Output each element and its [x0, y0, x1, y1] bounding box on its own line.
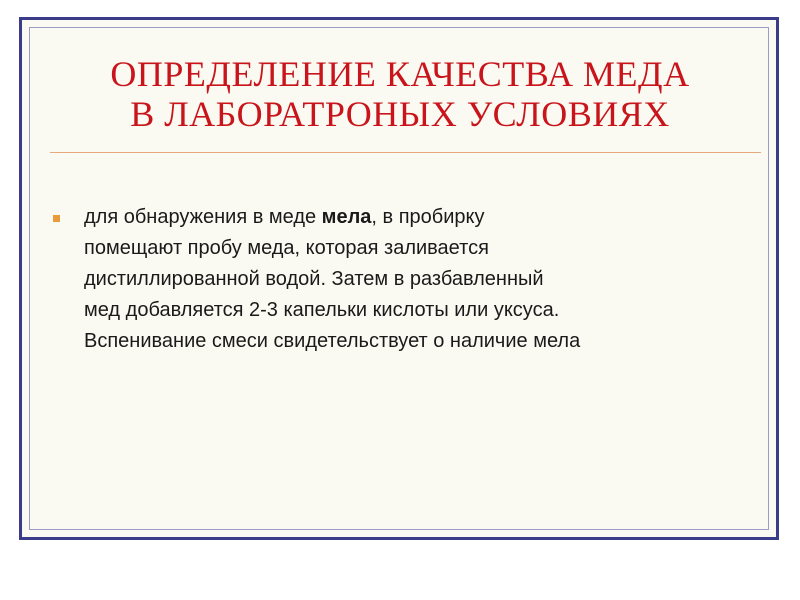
- bullet-line-1-end: , в пробирку: [371, 206, 485, 228]
- bullet-line-3: дистиллированной водой. Затем в разбавленный: [84, 268, 544, 290]
- bullet-line-4: мед добавляется 2-3 капельки кислоты или уксуса.: [84, 299, 560, 321]
- bullet-line-1: [84, 202, 774, 233]
- bullet-line-2: помещают пробу меда, которая заливается: [84, 237, 489, 259]
- title-line-1: ОПРЕДЕЛЕНИЕ КАЧЕСТВА МЕДА: [110, 54, 690, 94]
- slide-title: [0, 54, 800, 134]
- bullet-keyword: мела: [321, 206, 372, 228]
- bullet-line-1-start: для обнаружения в меде: [84, 206, 322, 228]
- bullet-line-5: Вспенивание смеси свидетельствует о наличие мела: [84, 330, 581, 352]
- title-divider: [50, 152, 761, 153]
- bullet-square-icon: [53, 215, 60, 222]
- title-line-2: В ЛАБОРАТРОНЫХ УСЛОВИЯХ: [130, 94, 670, 134]
- bullet-text: [84, 202, 774, 357]
